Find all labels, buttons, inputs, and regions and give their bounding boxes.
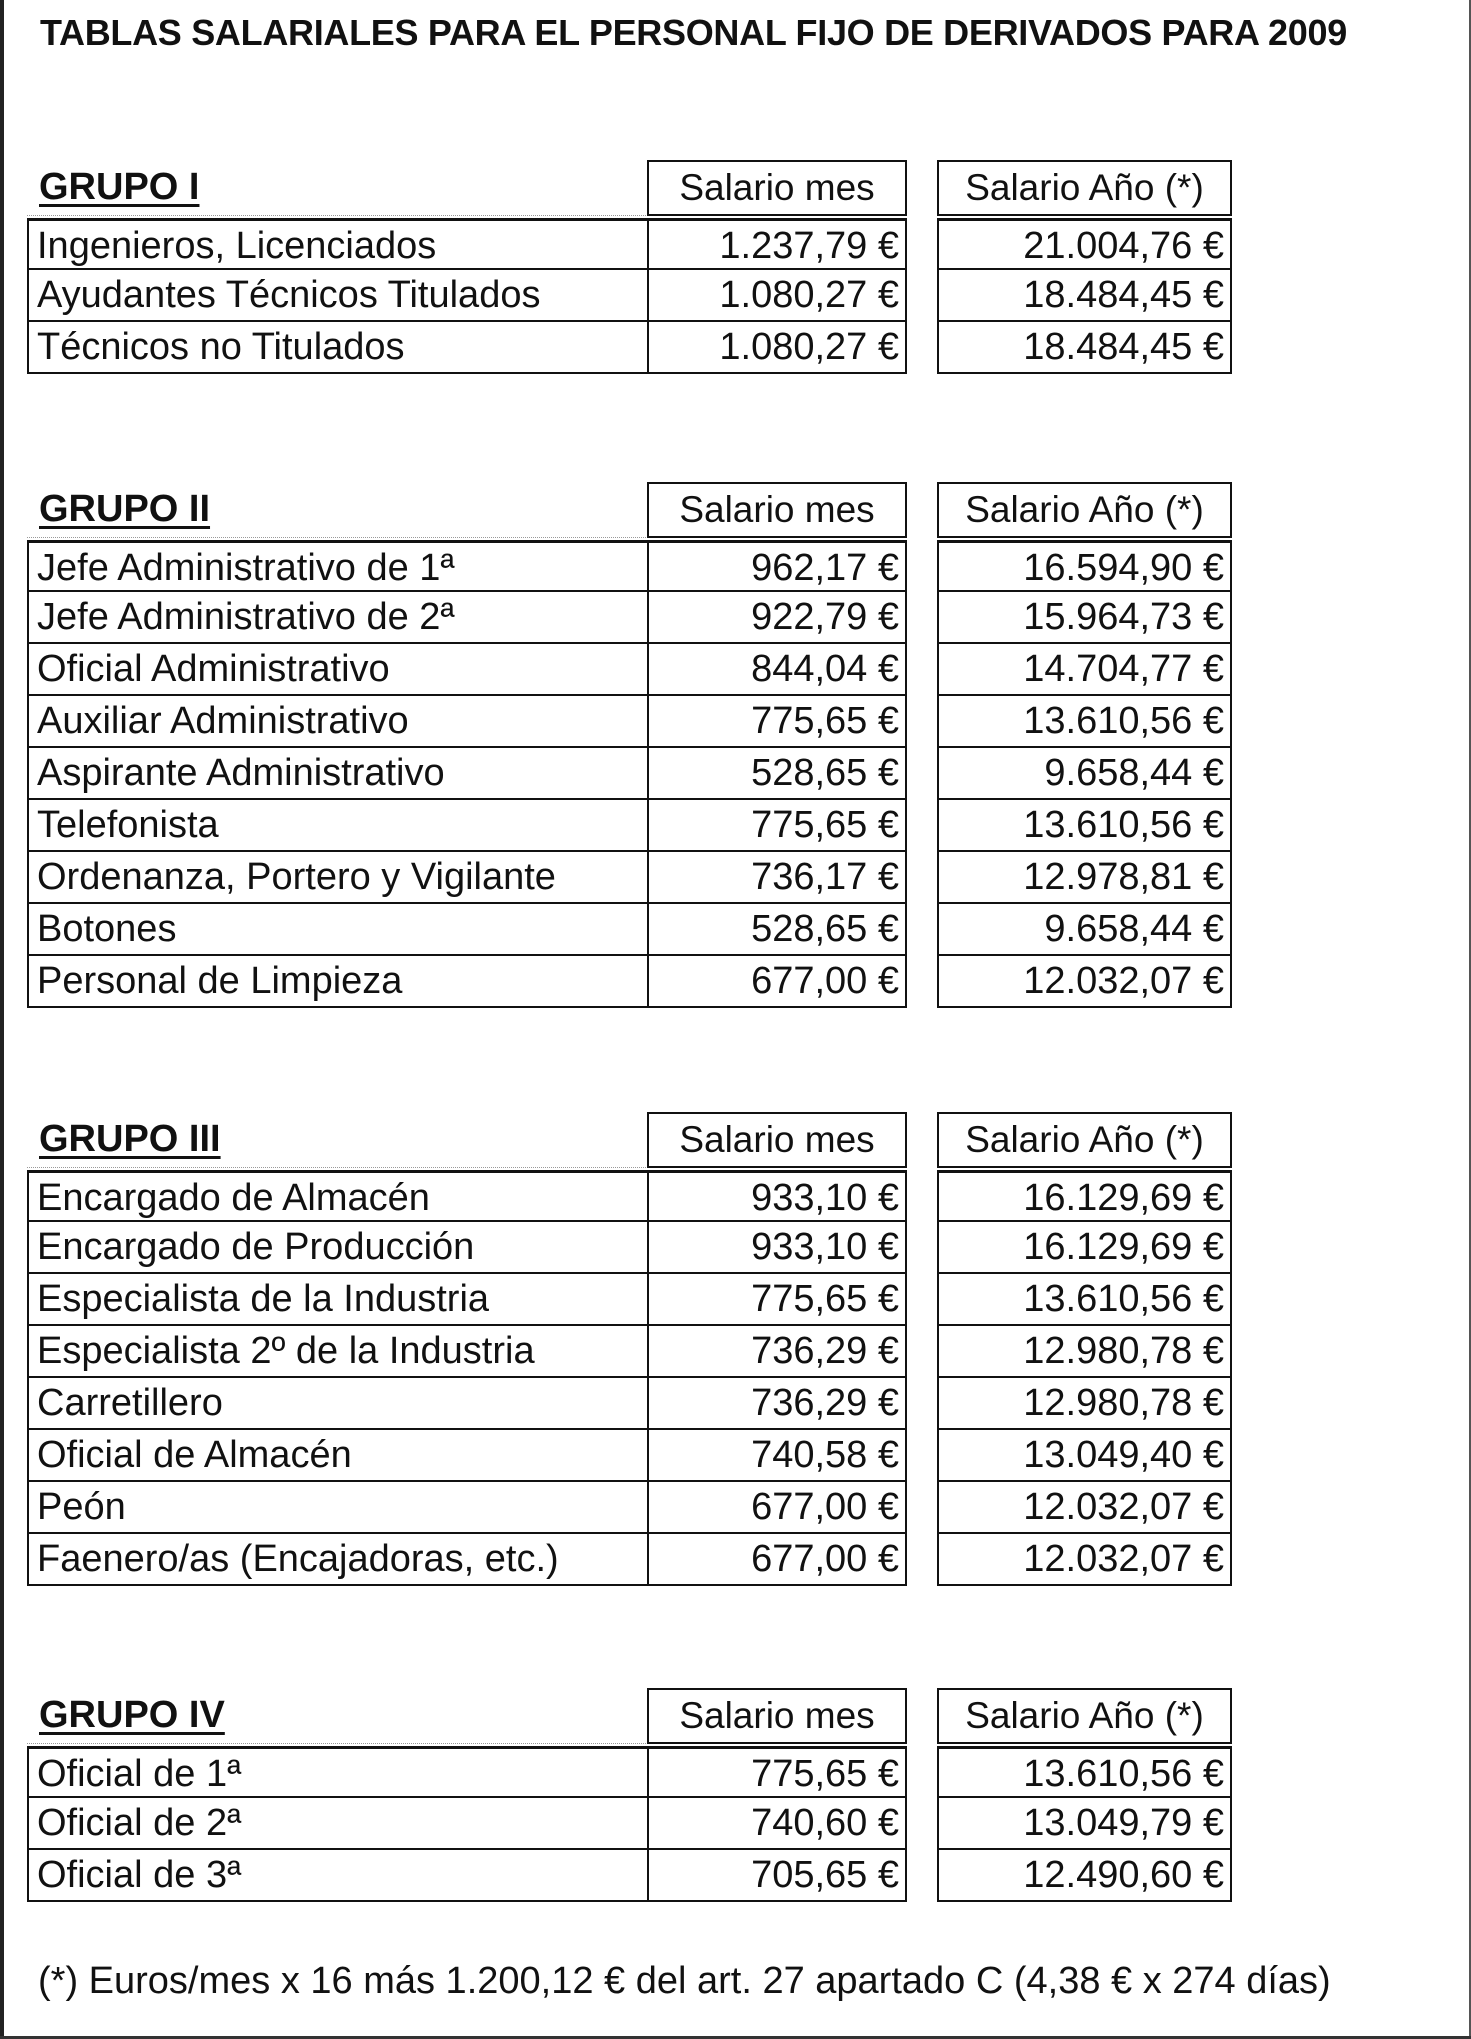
- monthly-salary: 775,65 €: [647, 1274, 907, 1326]
- job-category: Encargado de Producción: [27, 1222, 649, 1274]
- job-category: Oficial de Almacén: [27, 1430, 649, 1482]
- job-category: Peón: [27, 1482, 649, 1534]
- table-row: [27, 1850, 1232, 1902]
- salary-group-1: [27, 160, 1232, 374]
- job-category: Especialista 2º de la Industria: [27, 1326, 649, 1378]
- annual-salary: 12.032,07 €: [937, 956, 1232, 1008]
- table-row: [27, 1274, 1232, 1326]
- table-row: [27, 1378, 1232, 1430]
- job-category: Ingenieros, Licenciados: [27, 218, 649, 270]
- job-category: Aspirante Administrativo: [27, 748, 649, 800]
- annual-salary: 9.658,44 €: [937, 748, 1232, 800]
- job-category: Ordenanza, Portero y Vigilante: [27, 852, 649, 904]
- job-category: Ayudantes Técnicos Titulados: [27, 270, 649, 322]
- column-header-salario-ano: Salario Año (*): [937, 482, 1232, 538]
- annual-salary: 14.704,77 €: [937, 644, 1232, 696]
- monthly-salary: 1.080,27 €: [647, 322, 907, 374]
- monthly-salary: 736,29 €: [647, 1326, 907, 1378]
- group-header: [27, 482, 1232, 540]
- group-name: GRUPO I: [39, 166, 200, 208]
- monthly-salary: 705,65 €: [647, 1850, 907, 1902]
- group-header-rule: [27, 537, 652, 538]
- annual-salary: 21.004,76 €: [937, 218, 1232, 270]
- table-row: [27, 800, 1232, 852]
- annual-salary: 18.484,45 €: [937, 270, 1232, 322]
- group-rows: [27, 540, 1232, 1008]
- column-header-salario-ano: Salario Año (*): [937, 1688, 1232, 1744]
- job-category: Telefonista: [27, 800, 649, 852]
- table-row: [27, 1534, 1232, 1586]
- monthly-salary: 528,65 €: [647, 904, 907, 956]
- group-name: GRUPO II: [39, 488, 211, 530]
- salary-group-2: [27, 482, 1232, 1008]
- table-row: [27, 644, 1232, 696]
- monthly-salary: 1.237,79 €: [647, 218, 907, 270]
- footnote: (*) Euros/mes x 16 más 1.200,12 € del art. 27 apartado C (4,38 € x 274 días): [38, 1960, 1331, 2002]
- monthly-salary: 933,10 €: [647, 1222, 907, 1274]
- table-row: [27, 1798, 1232, 1850]
- group-name: GRUPO III: [39, 1118, 221, 1160]
- monthly-salary: 736,29 €: [647, 1378, 907, 1430]
- monthly-salary: 1.080,27 €: [647, 270, 907, 322]
- column-header-salario-mes: Salario mes: [647, 482, 907, 538]
- table-row: [27, 218, 1232, 270]
- monthly-salary: 962,17 €: [647, 540, 907, 592]
- monthly-salary: 844,04 €: [647, 644, 907, 696]
- job-category: Oficial de 2ª: [27, 1798, 649, 1850]
- job-category: Jefe Administrativo de 2ª: [27, 592, 649, 644]
- monthly-salary: 677,00 €: [647, 1534, 907, 1586]
- monthly-salary: 677,00 €: [647, 956, 907, 1008]
- table-row: [27, 270, 1232, 322]
- group-rows: [27, 1170, 1232, 1586]
- monthly-salary: 740,58 €: [647, 1430, 907, 1482]
- group-header: [27, 1112, 1232, 1170]
- table-row: [27, 322, 1232, 374]
- job-category: Técnicos no Titulados: [27, 322, 649, 374]
- table-row: [27, 1430, 1232, 1482]
- page-title: TABLAS SALARIALES PARA EL PERSONAL FIJO DE DERIVADOS PARA 2009: [40, 12, 1347, 53]
- salary-group-3: [27, 1112, 1232, 1586]
- monthly-salary: 775,65 €: [647, 696, 907, 748]
- job-category: Especialista de la Industria: [27, 1274, 649, 1326]
- monthly-salary: 740,60 €: [647, 1798, 907, 1850]
- salary-group-4: [27, 1688, 1232, 1902]
- table-row: [27, 852, 1232, 904]
- table-row: [27, 1326, 1232, 1378]
- job-category: Auxiliar Administrativo: [27, 696, 649, 748]
- annual-salary: 13.049,40 €: [937, 1430, 1232, 1482]
- table-row: [27, 956, 1232, 1008]
- monthly-salary: 775,65 €: [647, 800, 907, 852]
- group-name: GRUPO IV: [39, 1694, 225, 1736]
- column-header-salario-ano: Salario Año (*): [937, 160, 1232, 216]
- job-category: Faenero/as (Encajadoras, etc.): [27, 1534, 649, 1586]
- annual-salary: 12.490,60 €: [937, 1850, 1232, 1902]
- page-left-edge: [0, 0, 4, 2039]
- column-header-salario-mes: Salario mes: [647, 1688, 907, 1744]
- monthly-salary: 736,17 €: [647, 852, 907, 904]
- group-header: [27, 160, 1232, 218]
- table-row: [27, 1746, 1232, 1798]
- table-row: [27, 1222, 1232, 1274]
- annual-salary: 18.484,45 €: [937, 322, 1232, 374]
- annual-salary: 12.980,78 €: [937, 1326, 1232, 1378]
- monthly-salary: 933,10 €: [647, 1170, 907, 1222]
- annual-salary: 9.658,44 €: [937, 904, 1232, 956]
- annual-salary: 12.978,81 €: [937, 852, 1232, 904]
- monthly-salary: 775,65 €: [647, 1746, 907, 1798]
- group-header-rule: [27, 1743, 652, 1744]
- group-rows: [27, 218, 1232, 374]
- annual-salary: 13.610,56 €: [937, 1274, 1232, 1326]
- table-row: [27, 1170, 1232, 1222]
- job-category: Oficial Administrativo: [27, 644, 649, 696]
- annual-salary: 13.049,79 €: [937, 1798, 1232, 1850]
- table-row: [27, 540, 1232, 592]
- job-category: Encargado de Almacén: [27, 1170, 649, 1222]
- monthly-salary: 922,79 €: [647, 592, 907, 644]
- annual-salary: 12.032,07 €: [937, 1482, 1232, 1534]
- table-row: [27, 748, 1232, 800]
- annual-salary: 12.032,07 €: [937, 1534, 1232, 1586]
- annual-salary: 16.129,69 €: [937, 1170, 1232, 1222]
- annual-salary: 12.980,78 €: [937, 1378, 1232, 1430]
- table-row: [27, 1482, 1232, 1534]
- annual-salary: 15.964,73 €: [937, 592, 1232, 644]
- job-category: Jefe Administrativo de 1ª: [27, 540, 649, 592]
- job-category: Oficial de 1ª: [27, 1746, 649, 1798]
- job-category: Personal de Limpieza: [27, 956, 649, 1008]
- annual-salary: 13.610,56 €: [937, 1746, 1232, 1798]
- annual-salary: 16.594,90 €: [937, 540, 1232, 592]
- job-category: Carretillero: [27, 1378, 649, 1430]
- monthly-salary: 528,65 €: [647, 748, 907, 800]
- annual-salary: 13.610,56 €: [937, 696, 1232, 748]
- group-header-rule: [27, 1167, 652, 1168]
- column-header-salario-ano: Salario Año (*): [937, 1112, 1232, 1168]
- annual-salary: 13.610,56 €: [937, 800, 1232, 852]
- table-row: [27, 904, 1232, 956]
- group-header: [27, 1688, 1232, 1746]
- annual-salary: 16.129,69 €: [937, 1222, 1232, 1274]
- group-header-rule: [27, 215, 652, 216]
- monthly-salary: 677,00 €: [647, 1482, 907, 1534]
- job-category: Botones: [27, 904, 649, 956]
- job-category: Oficial de 3ª: [27, 1850, 649, 1902]
- column-header-salario-mes: Salario mes: [647, 1112, 907, 1168]
- table-row: [27, 696, 1232, 748]
- group-rows: [27, 1746, 1232, 1902]
- table-row: [27, 592, 1232, 644]
- column-header-salario-mes: Salario mes: [647, 160, 907, 216]
